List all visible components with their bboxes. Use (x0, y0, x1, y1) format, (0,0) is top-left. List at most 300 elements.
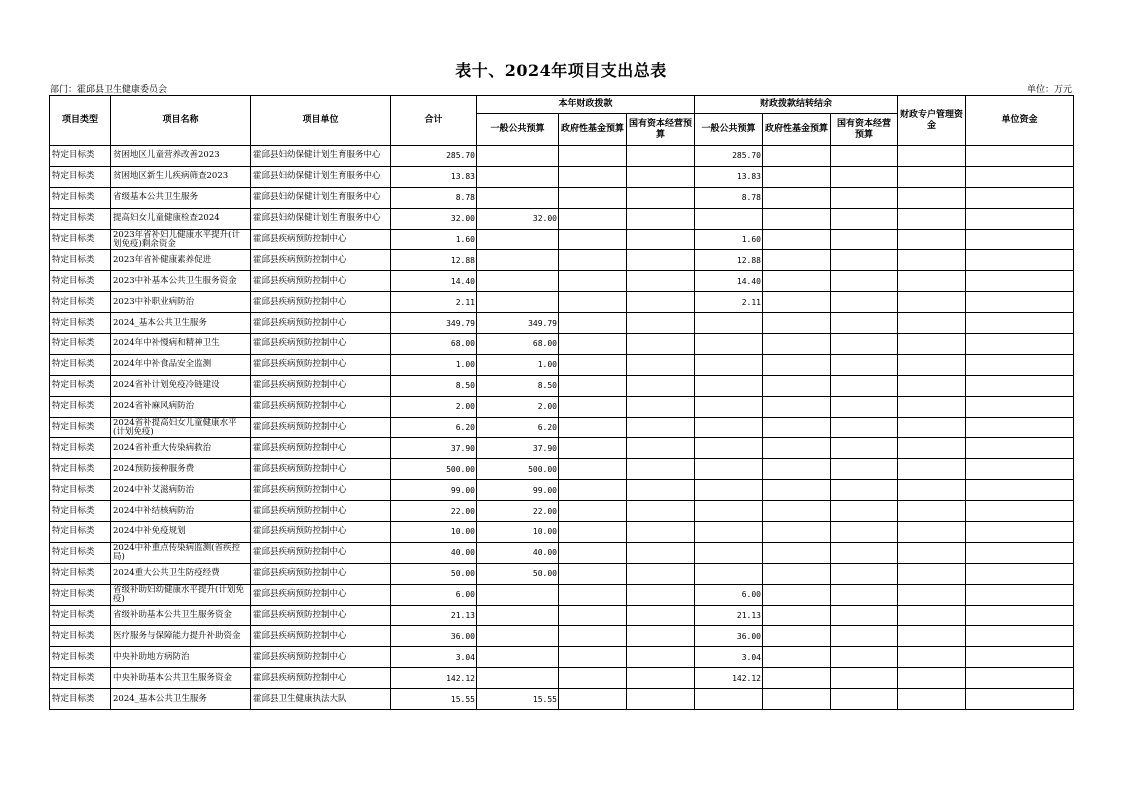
row-project-name: 2024重大公共卫生防疫经费 (111, 563, 251, 584)
row-general-budget: 6.20 (477, 417, 559, 438)
row-carry-fund-budget (763, 459, 831, 480)
row-project-name: 2024省补计划免疫冷链建设 (111, 375, 251, 396)
row-special-account (898, 626, 966, 647)
row-carry-general-budget: 142.12 (695, 668, 763, 689)
row-state-capital-budget (627, 313, 695, 334)
row-state-capital-budget (627, 187, 695, 208)
row-project-name: 2024中补重点传染病监测(省疾控局) (111, 542, 251, 563)
header-general-budget: 一般公共预算 (477, 114, 559, 146)
row-state-capital-budget (627, 354, 695, 375)
row-project-name: 省级补助妇幼健康水平提升(计划免疫) (111, 584, 251, 605)
row-fund-budget (559, 187, 627, 208)
row-total: 37.90 (391, 438, 477, 459)
row-own-funds (966, 271, 1074, 292)
table-body (50, 146, 1074, 710)
row-total: 142.12 (391, 668, 477, 689)
row-own-funds (966, 354, 1074, 375)
header-org: 项目单位 (251, 96, 391, 146)
row-general-budget (477, 166, 559, 187)
row-carry-state-capital-budget (831, 480, 898, 501)
table-row (50, 271, 1074, 292)
header-total: 合计 (391, 96, 477, 146)
row-carry-state-capital-budget (831, 647, 898, 668)
table-row (50, 187, 1074, 208)
row-own-funds (966, 313, 1074, 334)
row-project-unit: 霍邱县疾病预防控制中心 (251, 480, 391, 501)
row-fund-budget (559, 542, 627, 563)
row-fund-budget (559, 480, 627, 501)
page-title: 表十、2024年项目支出总表 (455, 61, 667, 80)
row-special-account (898, 668, 966, 689)
row-special-account (898, 313, 966, 334)
row-carry-state-capital-budget (831, 542, 898, 563)
row-project-name: 省级补助基本公共卫生服务资金 (111, 605, 251, 626)
row-carry-state-capital-budget (831, 668, 898, 689)
row-project-unit: 霍邱县疾病预防控制中心 (251, 334, 391, 355)
row-total: 21.13 (391, 605, 477, 626)
row-general-budget (477, 647, 559, 668)
row-state-capital-budget (627, 208, 695, 229)
row-carry-state-capital-budget (831, 292, 898, 313)
row-carry-fund-budget (763, 396, 831, 417)
row-project-name: 2024年中补慢病和精神卫生 (111, 334, 251, 355)
row-fund-budget (559, 250, 627, 271)
row-special-account (898, 459, 966, 480)
row-general-budget (477, 187, 559, 208)
row-state-capital-budget (627, 271, 695, 292)
table-row (50, 689, 1074, 710)
row-own-funds (966, 187, 1074, 208)
row-general-budget (477, 605, 559, 626)
row-carry-fund-budget (763, 501, 831, 522)
row-carry-general-budget: 285.70 (695, 146, 763, 167)
row-carry-state-capital-budget (831, 522, 898, 543)
row-fund-budget (559, 313, 627, 334)
row-carry-general-budget (695, 334, 763, 355)
row-general-budget: 37.90 (477, 438, 559, 459)
row-general-budget: 40.00 (477, 542, 559, 563)
table-row (50, 229, 1074, 250)
row-fund-budget (559, 522, 627, 543)
row-carry-fund-budget (763, 166, 831, 187)
row-carry-general-budget: 21.13 (695, 605, 763, 626)
row-state-capital-budget (627, 459, 695, 480)
row-type: 特定目标类 (50, 417, 111, 438)
row-project-unit: 霍邱县妇幼保健计划生育服务中心 (251, 187, 391, 208)
row-own-funds (966, 501, 1074, 522)
row-project-name: 中央补助基本公共卫生服务资金 (111, 668, 251, 689)
row-project-unit: 霍邱县疾病预防控制中心 (251, 396, 391, 417)
table-row (50, 438, 1074, 459)
row-carry-fund-budget (763, 334, 831, 355)
row-carry-general-budget: 14.40 (695, 271, 763, 292)
row-carry-state-capital-budget (831, 438, 898, 459)
table-row (50, 313, 1074, 334)
row-special-account (898, 522, 966, 543)
row-general-budget (477, 229, 559, 250)
row-fund-budget (559, 146, 627, 167)
row-project-name: 2024省补麻风病防治 (111, 396, 251, 417)
row-fund-budget (559, 166, 627, 187)
row-carry-fund-budget (763, 647, 831, 668)
row-carry-fund-budget (763, 605, 831, 626)
row-special-account (898, 438, 966, 459)
table-row (50, 584, 1074, 605)
row-special-account (898, 542, 966, 563)
row-carry-state-capital-budget (831, 271, 898, 292)
row-total: 2.11 (391, 292, 477, 313)
table-row (50, 501, 1074, 522)
row-total: 6.20 (391, 417, 477, 438)
row-own-funds (966, 542, 1074, 563)
row-total: 10.00 (391, 522, 477, 543)
row-total: 13.83 (391, 166, 477, 187)
row-project-unit: 霍邱县疾病预防控制中心 (251, 563, 391, 584)
row-total: 349.79 (391, 313, 477, 334)
row-project-name: 2024省补提高妇女儿童健康水平(计划免疫) (111, 417, 251, 438)
table-row (50, 375, 1074, 396)
row-state-capital-budget (627, 229, 695, 250)
row-special-account (898, 417, 966, 438)
row-fund-budget (559, 605, 627, 626)
row-total: 1.00 (391, 354, 477, 375)
row-fund-budget (559, 626, 627, 647)
row-carry-fund-budget (763, 522, 831, 543)
row-carry-state-capital-budget (831, 313, 898, 334)
row-total: 22.00 (391, 501, 477, 522)
row-special-account (898, 166, 966, 187)
table-row (50, 292, 1074, 313)
row-carry-fund-budget (763, 271, 831, 292)
table-row (50, 542, 1074, 563)
row-own-funds (966, 522, 1074, 543)
row-project-unit: 霍邱县疾病预防控制中心 (251, 626, 391, 647)
row-own-funds (966, 334, 1074, 355)
row-project-unit: 霍邱县疾病预防控制中心 (251, 271, 391, 292)
row-state-capital-budget (627, 668, 695, 689)
table-row (50, 626, 1074, 647)
row-state-capital-budget (627, 501, 695, 522)
table-row (50, 354, 1074, 375)
row-state-capital-budget (627, 396, 695, 417)
row-general-budget: 15.55 (477, 689, 559, 710)
row-general-budget (477, 146, 559, 167)
row-project-name: 2024省补重大传染病救治 (111, 438, 251, 459)
row-carry-general-budget: 1.60 (695, 229, 763, 250)
row-special-account (898, 271, 966, 292)
row-carry-state-capital-budget (831, 146, 898, 167)
row-fund-budget (559, 375, 627, 396)
row-carry-general-budget (695, 689, 763, 710)
row-type: 特定目标类 (50, 438, 111, 459)
row-own-funds (966, 166, 1074, 187)
row-carry-state-capital-budget (831, 626, 898, 647)
row-project-unit: 霍邱县疾病预防控制中心 (251, 417, 391, 438)
row-carry-general-budget (695, 563, 763, 584)
row-carry-general-budget: 12.88 (695, 250, 763, 271)
row-type: 特定目标类 (50, 522, 111, 543)
row-special-account (898, 480, 966, 501)
row-carry-state-capital-budget (831, 605, 898, 626)
row-total: 500.00 (391, 459, 477, 480)
row-fund-budget (559, 668, 627, 689)
row-project-unit: 霍邱县疾病预防控制中心 (251, 584, 391, 605)
project-expenditure-table (49, 95, 1074, 710)
row-general-budget: 99.00 (477, 480, 559, 501)
row-project-unit: 霍邱县疾病预防控制中心 (251, 229, 391, 250)
row-total: 1.60 (391, 229, 477, 250)
row-type: 特定目标类 (50, 313, 111, 334)
row-state-capital-budget (627, 146, 695, 167)
row-fund-budget (559, 647, 627, 668)
row-own-funds (966, 229, 1074, 250)
row-type: 特定目标类 (50, 668, 111, 689)
row-special-account (898, 563, 966, 584)
row-total: 99.00 (391, 480, 477, 501)
row-carry-state-capital-budget (831, 501, 898, 522)
row-type: 特定目标类 (50, 375, 111, 396)
row-carry-fund-budget (763, 375, 831, 396)
row-carry-general-budget (695, 396, 763, 417)
row-carry-fund-budget (763, 626, 831, 647)
row-project-name: 2024中补结核病防治 (111, 501, 251, 522)
row-general-budget: 2.00 (477, 396, 559, 417)
row-own-funds (966, 668, 1074, 689)
row-general-budget (477, 584, 559, 605)
row-own-funds (966, 146, 1074, 167)
row-total: 8.50 (391, 375, 477, 396)
row-total: 12.88 (391, 250, 477, 271)
table-row (50, 396, 1074, 417)
row-state-capital-budget (627, 480, 695, 501)
row-special-account (898, 501, 966, 522)
row-special-account (898, 146, 966, 167)
row-total: 8.78 (391, 187, 477, 208)
row-project-unit: 霍邱县疾病预防控制中心 (251, 605, 391, 626)
row-fund-budget (559, 417, 627, 438)
row-own-funds (966, 459, 1074, 480)
row-total: 15.55 (391, 689, 477, 710)
row-project-unit: 霍邱县疾病预防控制中心 (251, 459, 391, 480)
row-project-unit: 霍邱县疾病预防控制中心 (251, 647, 391, 668)
row-carry-general-budget: 13.83 (695, 166, 763, 187)
row-fund-budget (559, 334, 627, 355)
table-row (50, 166, 1074, 187)
row-type: 特定目标类 (50, 584, 111, 605)
row-state-capital-budget (627, 250, 695, 271)
row-carry-general-budget (695, 375, 763, 396)
row-project-name: 2023中补基本公共卫生服务资金 (111, 271, 251, 292)
row-special-account (898, 334, 966, 355)
row-state-capital-budget (627, 584, 695, 605)
row-fund-budget (559, 208, 627, 229)
row-own-funds (966, 626, 1074, 647)
row-carry-fund-budget (763, 689, 831, 710)
row-carry-state-capital-budget (831, 689, 898, 710)
row-special-account (898, 584, 966, 605)
row-type: 特定目标类 (50, 334, 111, 355)
row-project-name: 贫困地区新生儿疾病筛查2023 (111, 166, 251, 187)
table-row (50, 563, 1074, 584)
header-current-appropriation: 本年财政拨款 (477, 96, 695, 114)
row-carry-general-budget (695, 522, 763, 543)
row-special-account (898, 250, 966, 271)
header-carry-general-budget: 一般公共预算 (695, 114, 763, 146)
row-project-name: 贫困地区儿童营养改善2023 (111, 146, 251, 167)
row-carry-fund-budget (763, 542, 831, 563)
row-carry-fund-budget (763, 668, 831, 689)
row-type: 特定目标类 (50, 626, 111, 647)
row-general-budget: 8.50 (477, 375, 559, 396)
row-project-unit: 霍邱县妇幼保健计划生育服务中心 (251, 146, 391, 167)
row-project-unit: 霍邱县妇幼保健计划生育服务中心 (251, 208, 391, 229)
row-carry-fund-budget (763, 146, 831, 167)
row-total: 40.00 (391, 542, 477, 563)
row-project-name: 省级基本公共卫生服务 (111, 187, 251, 208)
row-carry-state-capital-budget (831, 417, 898, 438)
row-carry-general-budget: 3.04 (695, 647, 763, 668)
row-project-unit: 霍邱县疾病预防控制中心 (251, 250, 391, 271)
row-carry-state-capital-budget (831, 563, 898, 584)
row-carry-general-budget: 8.78 (695, 187, 763, 208)
row-carry-state-capital-budget (831, 459, 898, 480)
row-carry-state-capital-budget (831, 584, 898, 605)
row-fund-budget (559, 396, 627, 417)
row-general-budget (477, 292, 559, 313)
row-type: 特定目标类 (50, 146, 111, 167)
row-carry-general-budget: 36.00 (695, 626, 763, 647)
row-special-account (898, 229, 966, 250)
unit-label: 单位：万元 (1026, 85, 1072, 95)
row-carry-fund-budget (763, 480, 831, 501)
row-type: 特定目标类 (50, 396, 111, 417)
row-type: 特定目标类 (50, 250, 111, 271)
row-special-account (898, 292, 966, 313)
row-project-unit: 霍邱县疾病预防控制中心 (251, 375, 391, 396)
row-general-budget: 50.00 (477, 563, 559, 584)
row-special-account (898, 187, 966, 208)
row-total: 3.04 (391, 647, 477, 668)
row-fund-budget (559, 271, 627, 292)
row-own-funds (966, 563, 1074, 584)
row-state-capital-budget (627, 626, 695, 647)
row-state-capital-budget (627, 563, 695, 584)
row-carry-general-budget (695, 354, 763, 375)
row-general-budget (477, 271, 559, 292)
row-carry-general-budget (695, 208, 763, 229)
row-special-account (898, 375, 966, 396)
row-general-budget: 500.00 (477, 459, 559, 480)
row-own-funds (966, 438, 1074, 459)
row-project-unit: 霍邱县妇幼保健计划生育服务中心 (251, 166, 391, 187)
row-special-account (898, 605, 966, 626)
row-carry-state-capital-budget (831, 334, 898, 355)
row-carry-general-budget (695, 417, 763, 438)
row-project-unit: 霍邱县疾病预防控制中心 (251, 354, 391, 375)
row-type: 特定目标类 (50, 542, 111, 563)
row-special-account (898, 208, 966, 229)
row-own-funds (966, 292, 1074, 313)
row-total: 36.00 (391, 626, 477, 647)
header-special-account: 财政专户管理资金 (898, 96, 966, 146)
table-row (50, 668, 1074, 689)
row-general-budget: 32.00 (477, 208, 559, 229)
row-own-funds (966, 375, 1074, 396)
row-general-budget: 22.00 (477, 501, 559, 522)
row-fund-budget (559, 229, 627, 250)
row-general-budget: 10.00 (477, 522, 559, 543)
row-carry-general-budget: 2.11 (695, 292, 763, 313)
row-fund-budget (559, 438, 627, 459)
row-general-budget (477, 250, 559, 271)
row-project-unit: 霍邱县卫生健康执法大队 (251, 689, 391, 710)
row-state-capital-budget (627, 522, 695, 543)
row-carry-fund-budget (763, 438, 831, 459)
row-special-account (898, 354, 966, 375)
row-state-capital-budget (627, 542, 695, 563)
table-row (50, 146, 1074, 167)
row-project-name: 2023中补职业病防治 (111, 292, 251, 313)
row-fund-budget (559, 563, 627, 584)
row-carry-state-capital-budget (831, 208, 898, 229)
header-carry-state-capital-budget: 国有资本经营预算 (831, 114, 898, 146)
header-name: 项目名称 (111, 96, 251, 146)
row-general-budget (477, 626, 559, 647)
row-special-account (898, 689, 966, 710)
table-row (50, 459, 1074, 480)
row-carry-state-capital-budget (831, 229, 898, 250)
row-project-unit: 霍邱县疾病预防控制中心 (251, 501, 391, 522)
row-carry-general-budget (695, 313, 763, 334)
header-fund-budget: 政府性基金预算 (559, 114, 627, 146)
row-own-funds (966, 480, 1074, 501)
row-total: 285.70 (391, 146, 477, 167)
row-carry-fund-budget (763, 229, 831, 250)
row-carry-fund-budget (763, 417, 831, 438)
row-state-capital-budget (627, 375, 695, 396)
row-carry-fund-budget (763, 187, 831, 208)
row-own-funds (966, 417, 1074, 438)
row-project-name: 医疗服务与保障能力提升补助资金 (111, 626, 251, 647)
row-own-funds (966, 647, 1074, 668)
table-row (50, 334, 1074, 355)
row-type: 特定目标类 (50, 605, 111, 626)
row-project-unit: 霍邱县疾病预防控制中心 (251, 668, 391, 689)
row-project-name: 2024_基本公共卫生服务 (111, 313, 251, 334)
row-total: 32.00 (391, 208, 477, 229)
table-row (50, 605, 1074, 626)
department-label: 部门：霍邱县卫生健康委员会 (50, 85, 168, 95)
row-project-name: 中央补助地方病防治 (111, 647, 251, 668)
row-project-name: 2024中补免疫规划 (111, 522, 251, 543)
row-own-funds (966, 208, 1074, 229)
row-state-capital-budget (627, 647, 695, 668)
row-project-unit: 霍邱县疾病预防控制中心 (251, 522, 391, 543)
row-fund-budget (559, 501, 627, 522)
row-state-capital-budget (627, 438, 695, 459)
table-row (50, 480, 1074, 501)
row-carry-state-capital-budget (831, 396, 898, 417)
row-type: 特定目标类 (50, 501, 111, 522)
row-fund-budget (559, 354, 627, 375)
row-own-funds (966, 250, 1074, 271)
row-type: 特定目标类 (50, 271, 111, 292)
row-state-capital-budget (627, 689, 695, 710)
row-state-capital-budget (627, 292, 695, 313)
header-state-capital-budget: 国有资本经营预算 (627, 114, 695, 146)
row-carry-general-budget (695, 501, 763, 522)
row-project-name: 2023年省补妇儿健康水平提升(计划免疫)剩余资金 (111, 229, 251, 250)
